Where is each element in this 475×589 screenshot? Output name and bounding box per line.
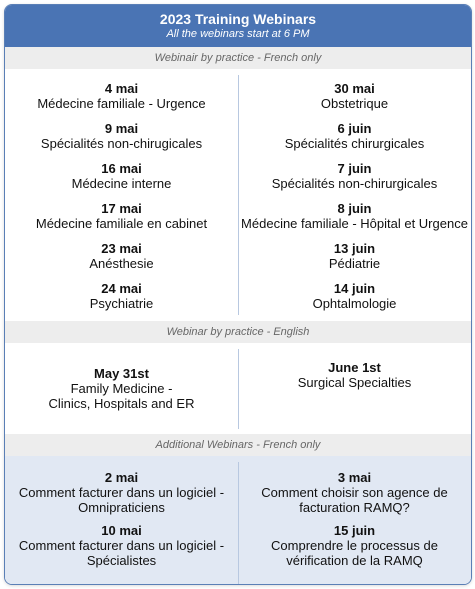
webinar-date: 8 juin — [337, 201, 372, 216]
webinar-topic: Comment choisir son agence de — [261, 485, 448, 500]
schedule-subtitle: All the webinars start at 6 PM — [166, 28, 310, 40]
right-column — [238, 456, 471, 576]
webinar-item — [5, 366, 238, 411]
webinar-item — [238, 281, 471, 321]
webinar-date: May 31st — [94, 366, 149, 381]
schedule-header — [5, 5, 471, 47]
webinar-date: 24 mai — [101, 281, 142, 296]
webinar-item — [238, 161, 471, 201]
webinar-date: 23 mai — [101, 241, 142, 256]
webinar-item — [5, 241, 238, 281]
webinar-topic: Pédiatrie — [328, 256, 381, 271]
webinar-date: 17 mai — [101, 201, 142, 216]
webinar-topic: Spécialités chirurgicales — [284, 136, 425, 151]
webinar-date: 4 mai — [104, 81, 139, 96]
webinar-date: 30 mai — [334, 81, 375, 96]
webinar-item — [5, 121, 238, 161]
webinar-date: 2 mai — [104, 470, 139, 485]
webinar-item — [238, 523, 471, 568]
schedule-title: 2023 Training Webinars — [159, 11, 317, 27]
webinar-topic: Médecine familiale - Hôpital et Urgence — [241, 216, 468, 231]
left-column — [5, 456, 238, 576]
webinar-topic: Omnipraticiens — [78, 500, 165, 515]
webinar-topic: vérification de la RAMQ — [286, 553, 423, 568]
webinar-topic: Spécialistes — [86, 553, 157, 568]
webinar-topic: Spécialités non-chirurgicales — [271, 176, 438, 191]
webinar-schedule-card — [4, 4, 472, 585]
webinar-topic: Family Medicine - — [70, 381, 173, 396]
webinar-topic: Ophtalmologie — [312, 296, 397, 311]
webinar-item — [238, 121, 471, 161]
webinar-item — [238, 201, 471, 241]
webinar-date: 13 juin — [333, 241, 376, 256]
webinar-item — [238, 241, 471, 281]
section-english-practice — [5, 343, 471, 434]
left-column — [5, 69, 238, 321]
webinar-item — [238, 470, 471, 515]
webinar-item — [5, 470, 238, 515]
webinar-topic: Médecine familiale en cabinet — [35, 216, 208, 231]
webinar-topic: Psychiatrie — [89, 296, 154, 311]
section-label-additional: Additional Webinars - French only — [5, 434, 471, 456]
left-column — [5, 343, 238, 411]
webinar-item — [238, 81, 471, 121]
column-divider — [238, 75, 239, 315]
column-divider — [238, 462, 239, 585]
webinar-topic: Comprendre le processus de — [271, 538, 438, 553]
webinar-topic: Comment facturer dans un logiciel - — [18, 485, 225, 500]
webinar-topic: Spécialités non-chirugicales — [40, 136, 203, 151]
webinar-topic: Obstetrique — [320, 96, 389, 111]
webinar-date: 3 mai — [337, 470, 372, 485]
webinar-item — [5, 161, 238, 201]
webinar-topic: facturation RAMQ? — [299, 500, 410, 515]
right-column — [238, 69, 471, 321]
webinar-item — [5, 523, 238, 568]
section-french-practice — [5, 69, 471, 321]
webinar-date: 10 mai — [101, 523, 142, 538]
webinar-item — [238, 360, 471, 390]
webinar-date: 15 juin — [333, 523, 376, 538]
webinar-date: 6 juin — [337, 121, 372, 136]
webinar-topic: Anésthesie — [89, 256, 154, 271]
right-column — [238, 343, 471, 411]
section-label-english-practice: Webinar by practice - English — [5, 321, 471, 343]
section-label-french-practice: Webinair by practice - French only — [5, 47, 471, 69]
section-additional-webinars — [5, 456, 471, 585]
webinar-topic: Médecine interne — [71, 176, 172, 191]
webinar-date: June 1st — [328, 360, 381, 375]
webinar-topic: Comment facturer dans un logiciel - — [18, 538, 225, 553]
webinar-topic: Surgical Specialties — [297, 375, 412, 390]
webinar-date: 14 juin — [333, 281, 376, 296]
webinar-item — [5, 81, 238, 121]
webinar-item — [5, 281, 238, 321]
column-divider — [238, 349, 239, 429]
webinar-topic: Clinics, Hospitals and ER — [48, 396, 195, 411]
webinar-topic: Médecine familiale - Urgence — [37, 96, 206, 111]
webinar-date: 7 juin — [337, 161, 372, 176]
webinar-date: 16 mai — [101, 161, 142, 176]
webinar-item — [5, 201, 238, 241]
webinar-date: 9 mai — [104, 121, 139, 136]
